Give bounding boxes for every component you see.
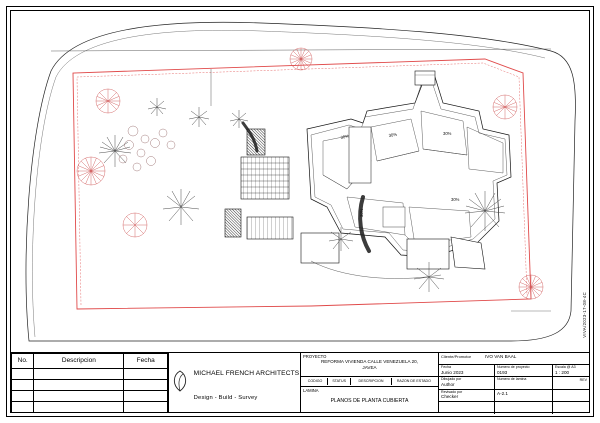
- meta-blank-c: [553, 402, 589, 414]
- revision-cell-descripcion: [34, 379, 124, 390]
- client-label: Cliente/Promotor: [441, 354, 472, 359]
- building-footprint: [307, 77, 511, 257]
- revision-cell-no: [12, 401, 34, 412]
- revision-header-fecha: Fecha: [124, 354, 168, 369]
- revision-cell-no: [12, 390, 34, 401]
- svg-text:30%: 30%: [340, 133, 350, 140]
- project-block: [301, 353, 439, 413]
- revision-cell-no: [12, 379, 34, 390]
- table-row: [12, 379, 168, 390]
- dibujado-value: Author: [441, 382, 455, 388]
- escala-field: [553, 365, 589, 377]
- revision-header-descripcion: Descripcion: [34, 354, 124, 369]
- meta-block: [439, 353, 589, 413]
- firm-name: MICHAEL FRENCH ARCHITECTS: [193, 370, 300, 377]
- numero-proyecto-field: [495, 365, 552, 377]
- escala-label: Escala @ A3: [555, 365, 576, 369]
- meta-blank-a: [439, 402, 494, 414]
- table-row: [12, 401, 168, 412]
- numero-proyecto-value: 0193: [497, 369, 508, 375]
- fecha-label: Fecha: [441, 365, 451, 369]
- meta-blank-b: [495, 402, 552, 414]
- revision-cell-fecha: [124, 368, 168, 379]
- revision-cell-fecha: [124, 379, 168, 390]
- numero-lamina-label: Numero de lamina: [497, 377, 527, 382]
- descripcion-label: DESCRIPCION: [351, 378, 391, 385]
- fecha-value: Junio 2023: [441, 369, 464, 375]
- revision-cell-descripcion: [34, 368, 124, 379]
- svg-text:30%: 30%: [359, 208, 364, 217]
- revision-table: [11, 353, 169, 413]
- firm-block: [169, 353, 301, 413]
- numero-lamina-field: [495, 377, 552, 389]
- codigo-label: CODIGO: [303, 378, 328, 385]
- revisado-label: Revisado por: [441, 389, 463, 394]
- project-title-line2: JAVEA: [362, 365, 377, 371]
- revision-cell-descripcion: [34, 390, 124, 401]
- escala-value: 1 : 200: [555, 369, 570, 375]
- svg-text:30%: 30%: [443, 131, 452, 136]
- revisado-field: [439, 390, 494, 402]
- title-block: [11, 352, 589, 413]
- dibujado-field: [439, 377, 494, 389]
- client-value: IVO VAN BAAL: [485, 354, 517, 359]
- lamina-label: LAMINA: [303, 388, 319, 393]
- dibujado-label: Dibujado por: [441, 377, 462, 382]
- leaf-logo-icon: [170, 370, 190, 397]
- lamina-value: PLANOS DE PLANTA CUBIERTA: [330, 398, 409, 404]
- revision-cell-fecha: [124, 390, 168, 401]
- revision-header-no: No.: [12, 354, 34, 369]
- table-row: [12, 390, 168, 401]
- firm-tagline: Design - Build - Survey: [193, 395, 258, 401]
- fecha-field: [439, 365, 494, 377]
- rev-label: REV: [553, 377, 589, 389]
- svg-text:30%: 30%: [388, 131, 398, 138]
- revision-cell-no: [12, 368, 34, 379]
- razon-label: RAZON DE ESTADO: [396, 379, 431, 383]
- numero-lamina-value: A-2.1: [497, 390, 508, 396]
- table-row: [12, 368, 168, 379]
- plan-drawing-area: [11, 11, 589, 351]
- project-label: PROYECTO: [303, 354, 327, 359]
- project-title-line1: REFORMA VIVIENDA CALLE VENEZUELA 20,: [320, 359, 418, 364]
- revisado-value: Checker: [441, 394, 459, 400]
- numero-proyecto-label: Numero de proyecto: [497, 365, 530, 369]
- status-label: STATUS: [328, 378, 351, 385]
- numero-lamina-value-field: [495, 390, 552, 402]
- sheet-side-code: VIVA/2023-17-08-4C: [582, 292, 587, 338]
- svg-text:30%: 30%: [451, 197, 460, 202]
- chimney: [415, 71, 435, 85]
- stairs-terrace: [241, 157, 289, 199]
- rev-value: [553, 390, 589, 402]
- revision-cell-descripcion: [34, 401, 124, 412]
- revision-cell-fecha: [124, 401, 168, 412]
